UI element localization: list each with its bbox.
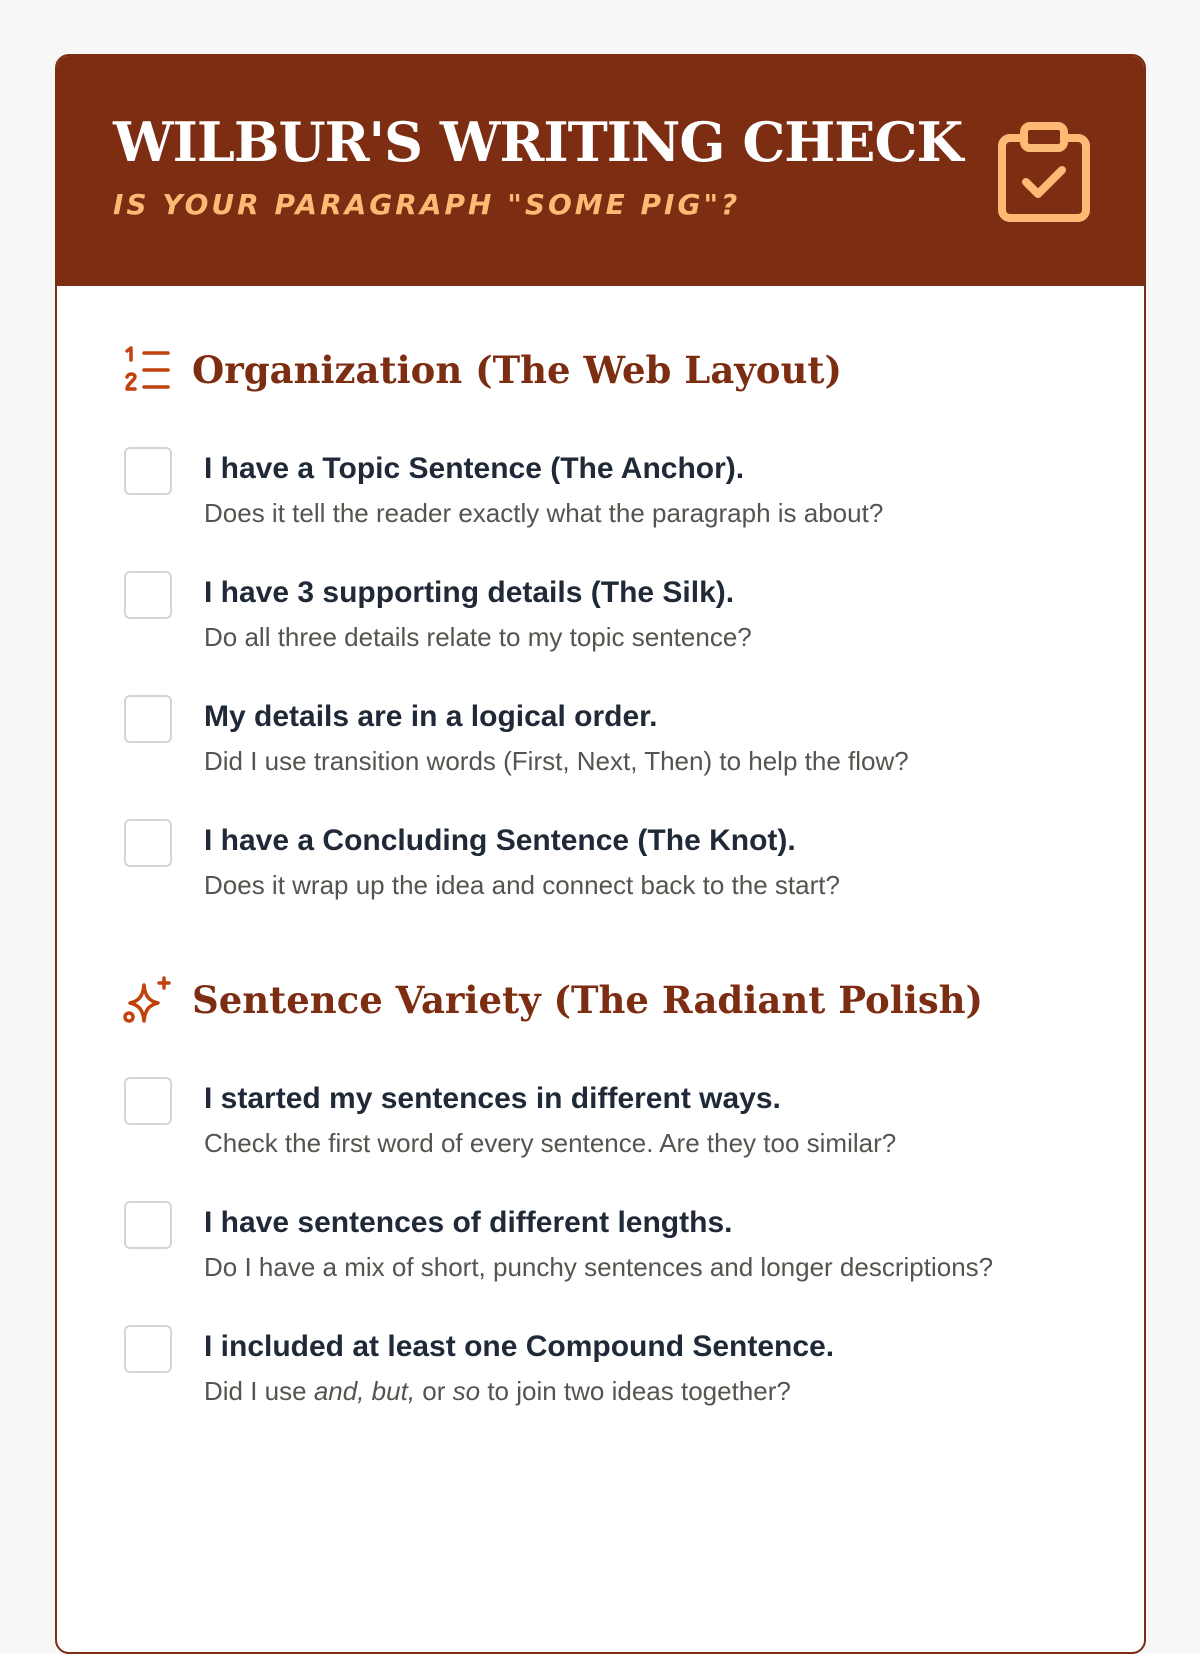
description-text: to join two ideas together?: [480, 1376, 791, 1406]
item-description: Did I use transition words (First, Next, Then) to help the flow?: [204, 746, 909, 776]
page-subtitle: IS YOUR PARAGRAPH "SOME PIG"?: [113, 188, 741, 221]
item-title: I have a Topic Sentence (The Anchor).: [204, 452, 745, 485]
checkbox[interactable]: [124, 571, 172, 619]
section-heading-sentence-variety: Sentence Variety (The Radiant Polish): [192, 978, 984, 1022]
checklist-card: [55, 54, 1146, 1654]
checkbox[interactable]: [124, 1077, 172, 1125]
item-title: I have a Concluding Sentence (The Knot).: [204, 824, 796, 857]
checkbox[interactable]: [124, 447, 172, 495]
checkbox[interactable]: [124, 1325, 172, 1373]
item-title: My details are in a logical order.: [204, 700, 658, 733]
section-heading-organization: Organization (The Web Layout): [192, 348, 842, 392]
checklist-item-supporting-details: [124, 571, 1124, 671]
description-emphasis: but,: [371, 1376, 416, 1406]
item-description: Check the first word of every sentence. Are they too similar?: [204, 1128, 897, 1158]
item-title: I included at least one Compound Sentence.: [204, 1330, 835, 1363]
description-text: Did I use: [204, 1376, 314, 1406]
sparkles-icon: [122, 975, 172, 1025]
checklist-item-topic-sentence: [124, 447, 1124, 547]
checklist-item-compound-sentence: [124, 1325, 1124, 1425]
numbered-list-icon: [122, 345, 172, 395]
checkbox[interactable]: [124, 1201, 172, 1249]
checkbox[interactable]: [124, 819, 172, 867]
section-organization: [122, 345, 842, 395]
clipboard-check-icon: [996, 120, 1092, 224]
description-text: or: [415, 1376, 453, 1406]
header-banner: [57, 56, 1144, 286]
checklist-item-different-lengths: [124, 1201, 1124, 1301]
item-description: Do all three details relate to my topic sentence?: [204, 622, 752, 652]
item-description: Does it tell the reader exactly what the paragraph is about?: [204, 498, 884, 528]
item-description: [204, 1375, 791, 1407]
page-title: WILBUR'S WRITING CHECK: [113, 110, 963, 174]
checkbox[interactable]: [124, 695, 172, 743]
checklist-item-concluding-sentence: [124, 819, 1124, 919]
description-emphasis: so: [452, 1376, 481, 1406]
section-sentence-variety: [122, 975, 983, 1025]
item-title: I have sentences of different lengths.: [204, 1206, 733, 1239]
item-title: I started my sentences in different ways.: [204, 1082, 781, 1115]
item-description: Does it wrap up the idea and connect back to the start?: [204, 870, 840, 900]
item-title: I have 3 supporting details (The Silk).: [204, 576, 735, 609]
checklist-item-different-ways: [124, 1077, 1124, 1177]
item-description: Do I have a mix of short, punchy sentences and longer descriptions?: [204, 1252, 994, 1282]
description-text: [364, 1376, 371, 1406]
checklist-item-logical-order: [124, 695, 1124, 795]
description-emphasis: and,: [313, 1376, 365, 1406]
